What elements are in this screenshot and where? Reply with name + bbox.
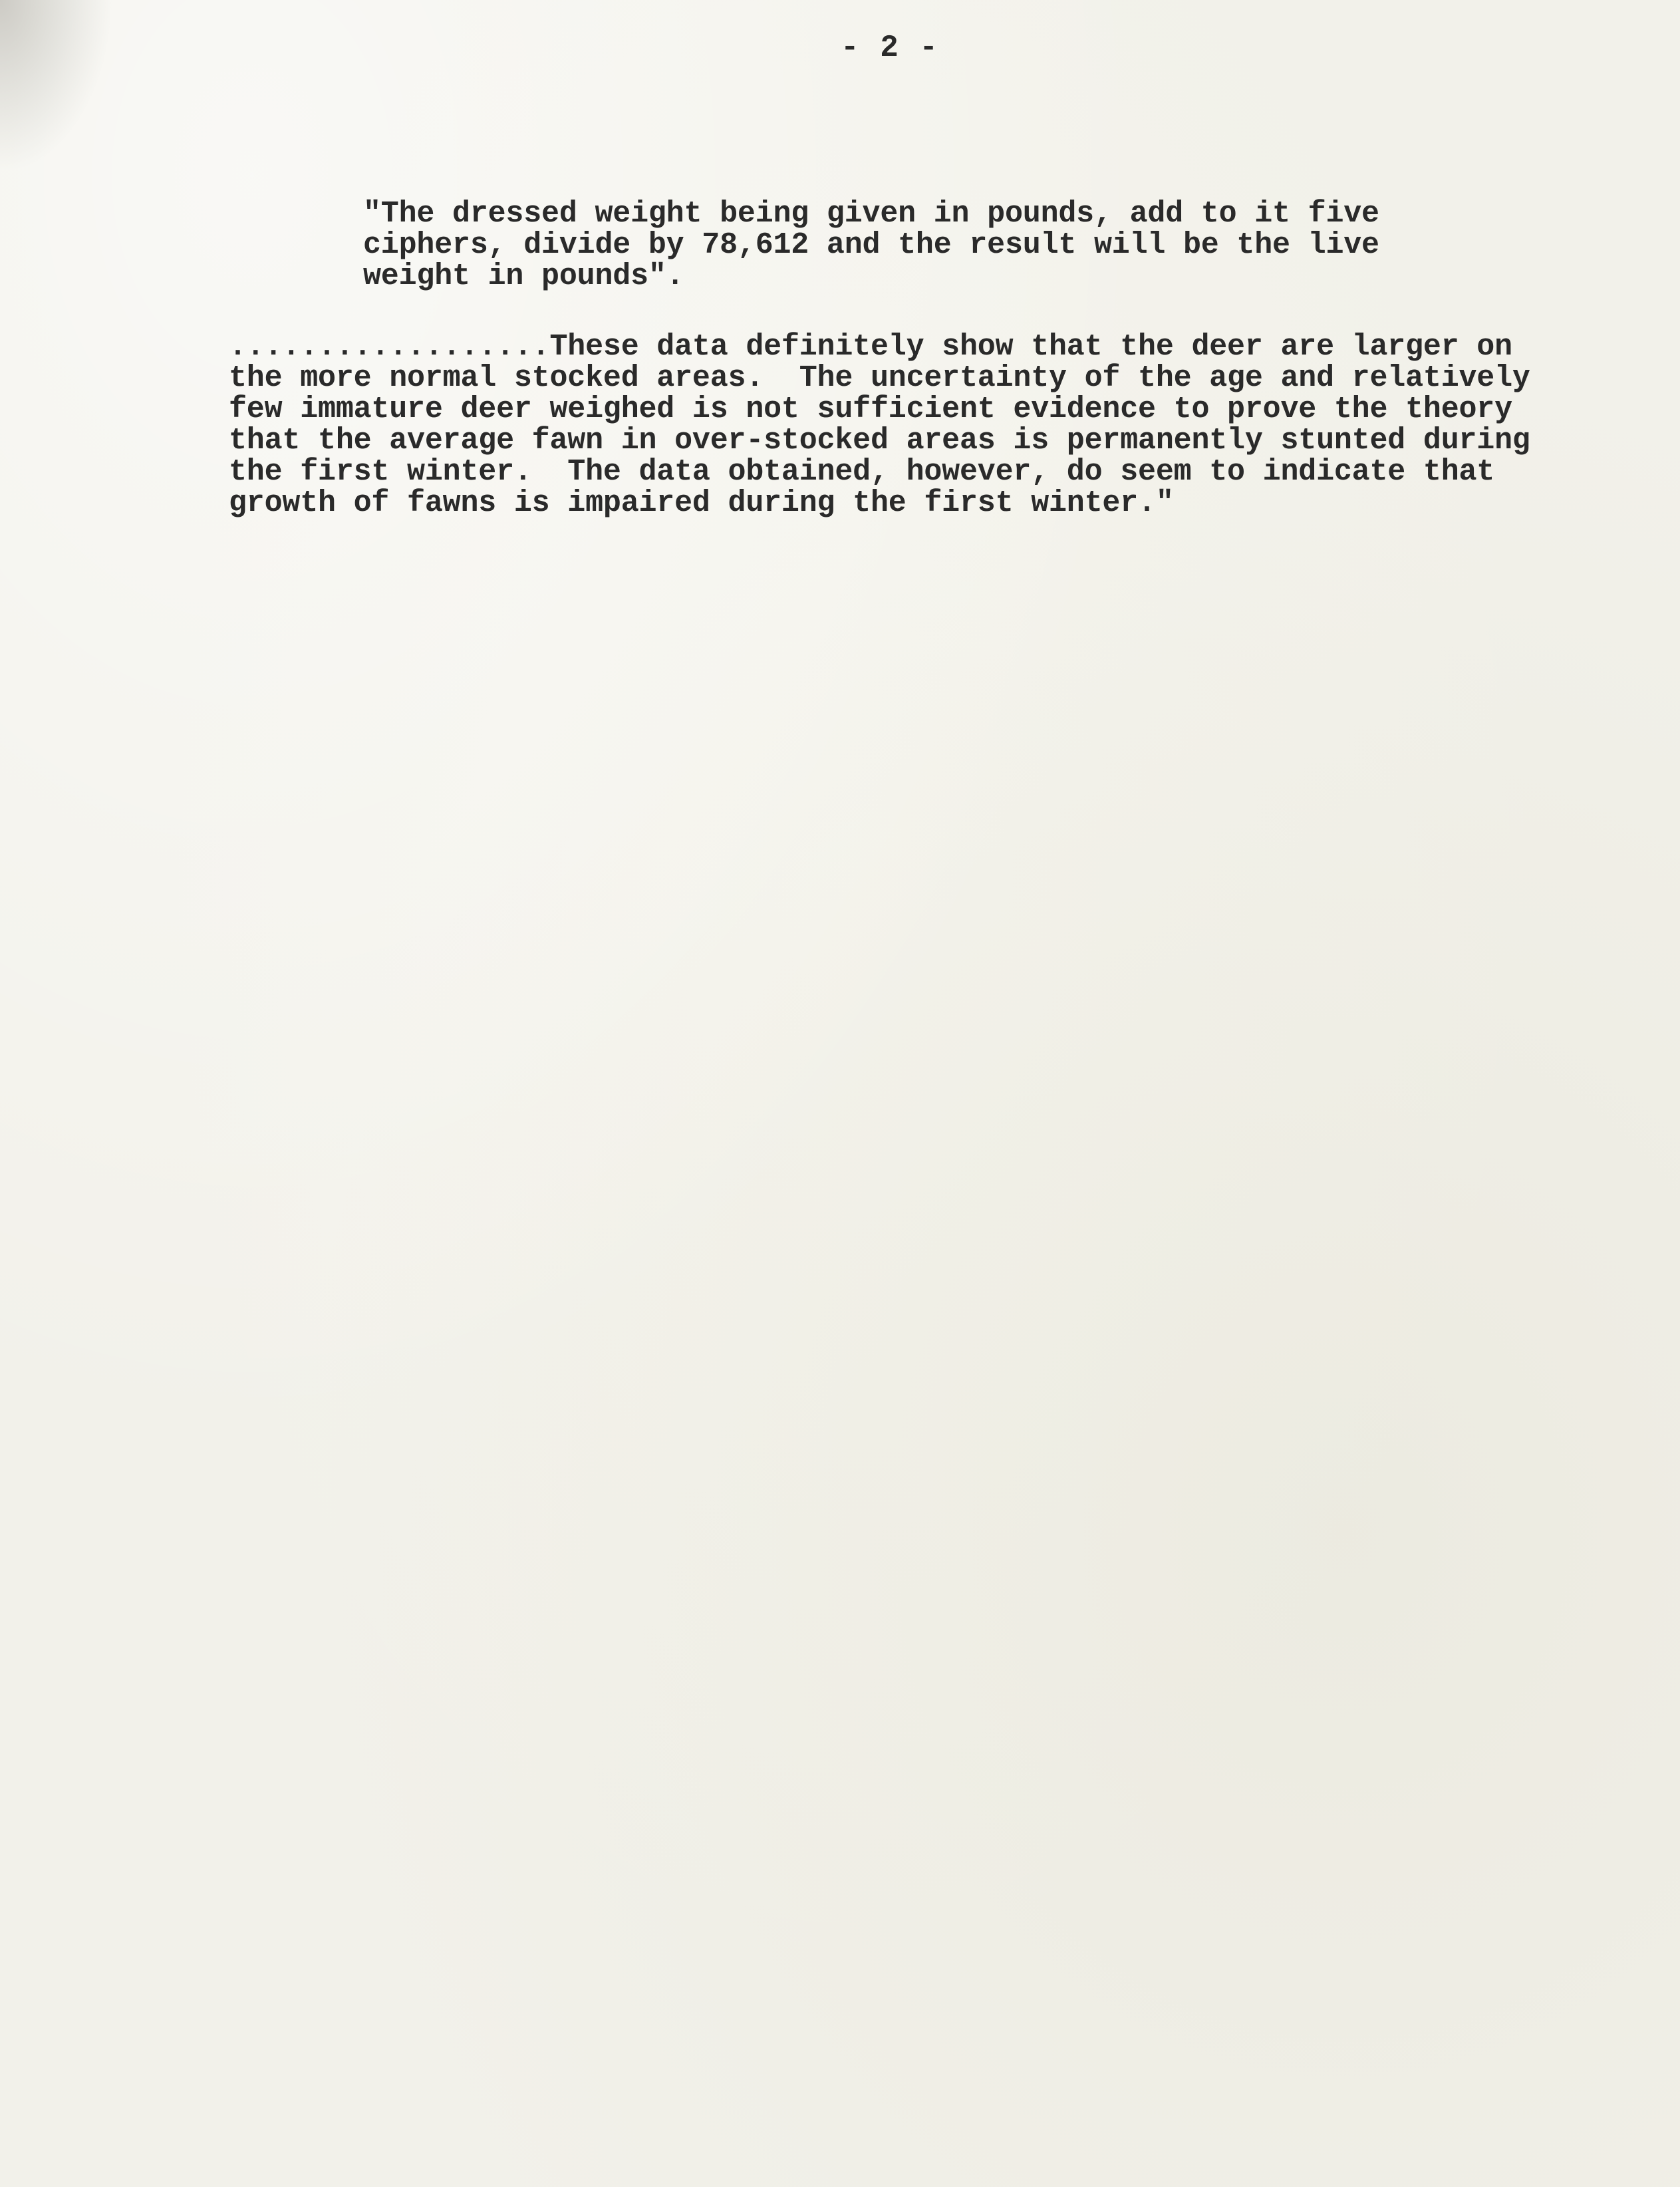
paragraph-line: the first winter. The data obtained, however, do seem to indicate that [229, 455, 1495, 489]
paragraph-line: few immature deer weighed is not sufficient evidence to prove the theory [229, 392, 1512, 426]
paragraph-line: that the average fawn in over-stocked areas is permanently stunted during [229, 424, 1530, 458]
body-paragraph [229, 330, 1530, 520]
paper-corner-shadow [0, 0, 113, 173]
paragraph-line: ..................These data definitely show that the deer are larger on [229, 330, 1512, 364]
paragraph-line: the more normal stocked areas. The uncertainty of the age and relatively [229, 361, 1530, 395]
quoted-formula-block [363, 198, 1401, 292]
quote-line: ciphers, divide by 78,612 and the result will be the live [363, 228, 1379, 262]
quote-line: weight in pounds". [363, 259, 684, 293]
page-number: - 2 - [841, 31, 940, 65]
quote-line: "The dressed weight being given in pounds, add to it five [363, 197, 1379, 231]
paragraph-line: growth of fawns is impaired during the first winter." [229, 486, 1174, 520]
